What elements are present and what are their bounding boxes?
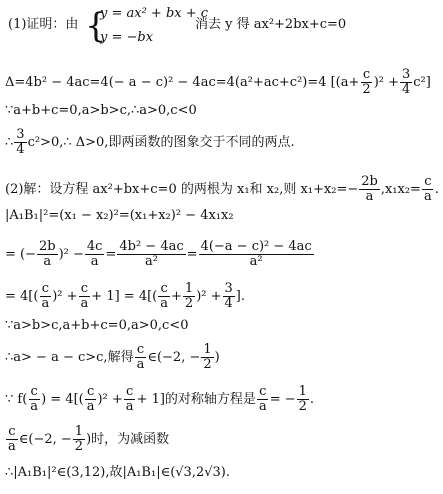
decreasing-line: $\frac{c}{a}$ ∈(−2, − $\frac{1}{2}$ )时，为减函数 bbox=[8, 424, 170, 454]
final-line: ∴|A₁B₁|²∈(3,12),故|A₁B₁|∈(√3,2√3). bbox=[5, 465, 230, 480]
therefore-line: ∴ $\frac{3}{4}$ c²>0,∴ Δ>0,即两函数的图象交于不同的两点. bbox=[5, 127, 295, 157]
part2-intro: (2)解：设方程 ax²+bx+c=0 的两根为 x₁和 x₂,则 x₁+x₂=− $\frac{2b}{a}$ ,x₁x₂= $\frac{c}{a}$ . bbox=[5, 174, 439, 204]
because-line-2: ∵a>b>c,a+b+c=0,a>0,c<0 bbox=[5, 318, 189, 333]
equation-line-4: = 4[( $\frac{c}{a}$ )² + $\frac{c}{a}$ + 1] = 4[( $\frac{c}{a}$ + $\frac{1}{2}$ )² + $\frac{3}{4}$ ]. bbox=[5, 281, 246, 311]
system-brace: { bbox=[85, 6, 107, 46]
distance-line: |A₁B₁|²=(x₁ − x₂)²=(x₁+x₂)² − 4x₁x₂ bbox=[5, 208, 234, 223]
delta-line: Δ=4b² − 4ac=4(− a − c)² − 4ac=4(a²+ac+c²)=4 [(a+ $\frac{c}{2}$ )² + $\frac{3}{4}$ c²] bbox=[5, 67, 431, 97]
function-line: ∵ f( $\frac{c}{a}$ ) = 4[( $\frac{c}{a}$ )² + $\frac{c}{a}$ + 1]的对称轴方程是 $\frac{c}{a}$ = − $\frac{1}{2}$ . bbox=[5, 384, 315, 414]
equation-line-3: = (− $\frac{2b}{a}$ )² − $\frac{4c}{a}$ = $\frac{\text{4b² − 4ac}}{\text{a²}}$ = $\frac{\text{4(−a − c)² − 4ac}}{\text{a²}}$ bbox=[5, 239, 312, 269]
solve-line: ∴a> − a − c>c,解得 $\frac{c}{a}$ ∈(−2, − $\frac{1}{2}$ ) bbox=[5, 342, 220, 372]
system-eq1: y = ax² + bx + c bbox=[100, 6, 209, 21]
because-line: ∵a+b+c=0,a>b>c,∴a>0,c<0 bbox=[5, 103, 197, 118]
part1-intro: (1)证明：由 bbox=[8, 17, 79, 32]
system-eq2: y = −bx bbox=[100, 30, 154, 45]
eliminate-text: 消去 y 得 ax²+2bx+c=0 bbox=[195, 17, 347, 32]
